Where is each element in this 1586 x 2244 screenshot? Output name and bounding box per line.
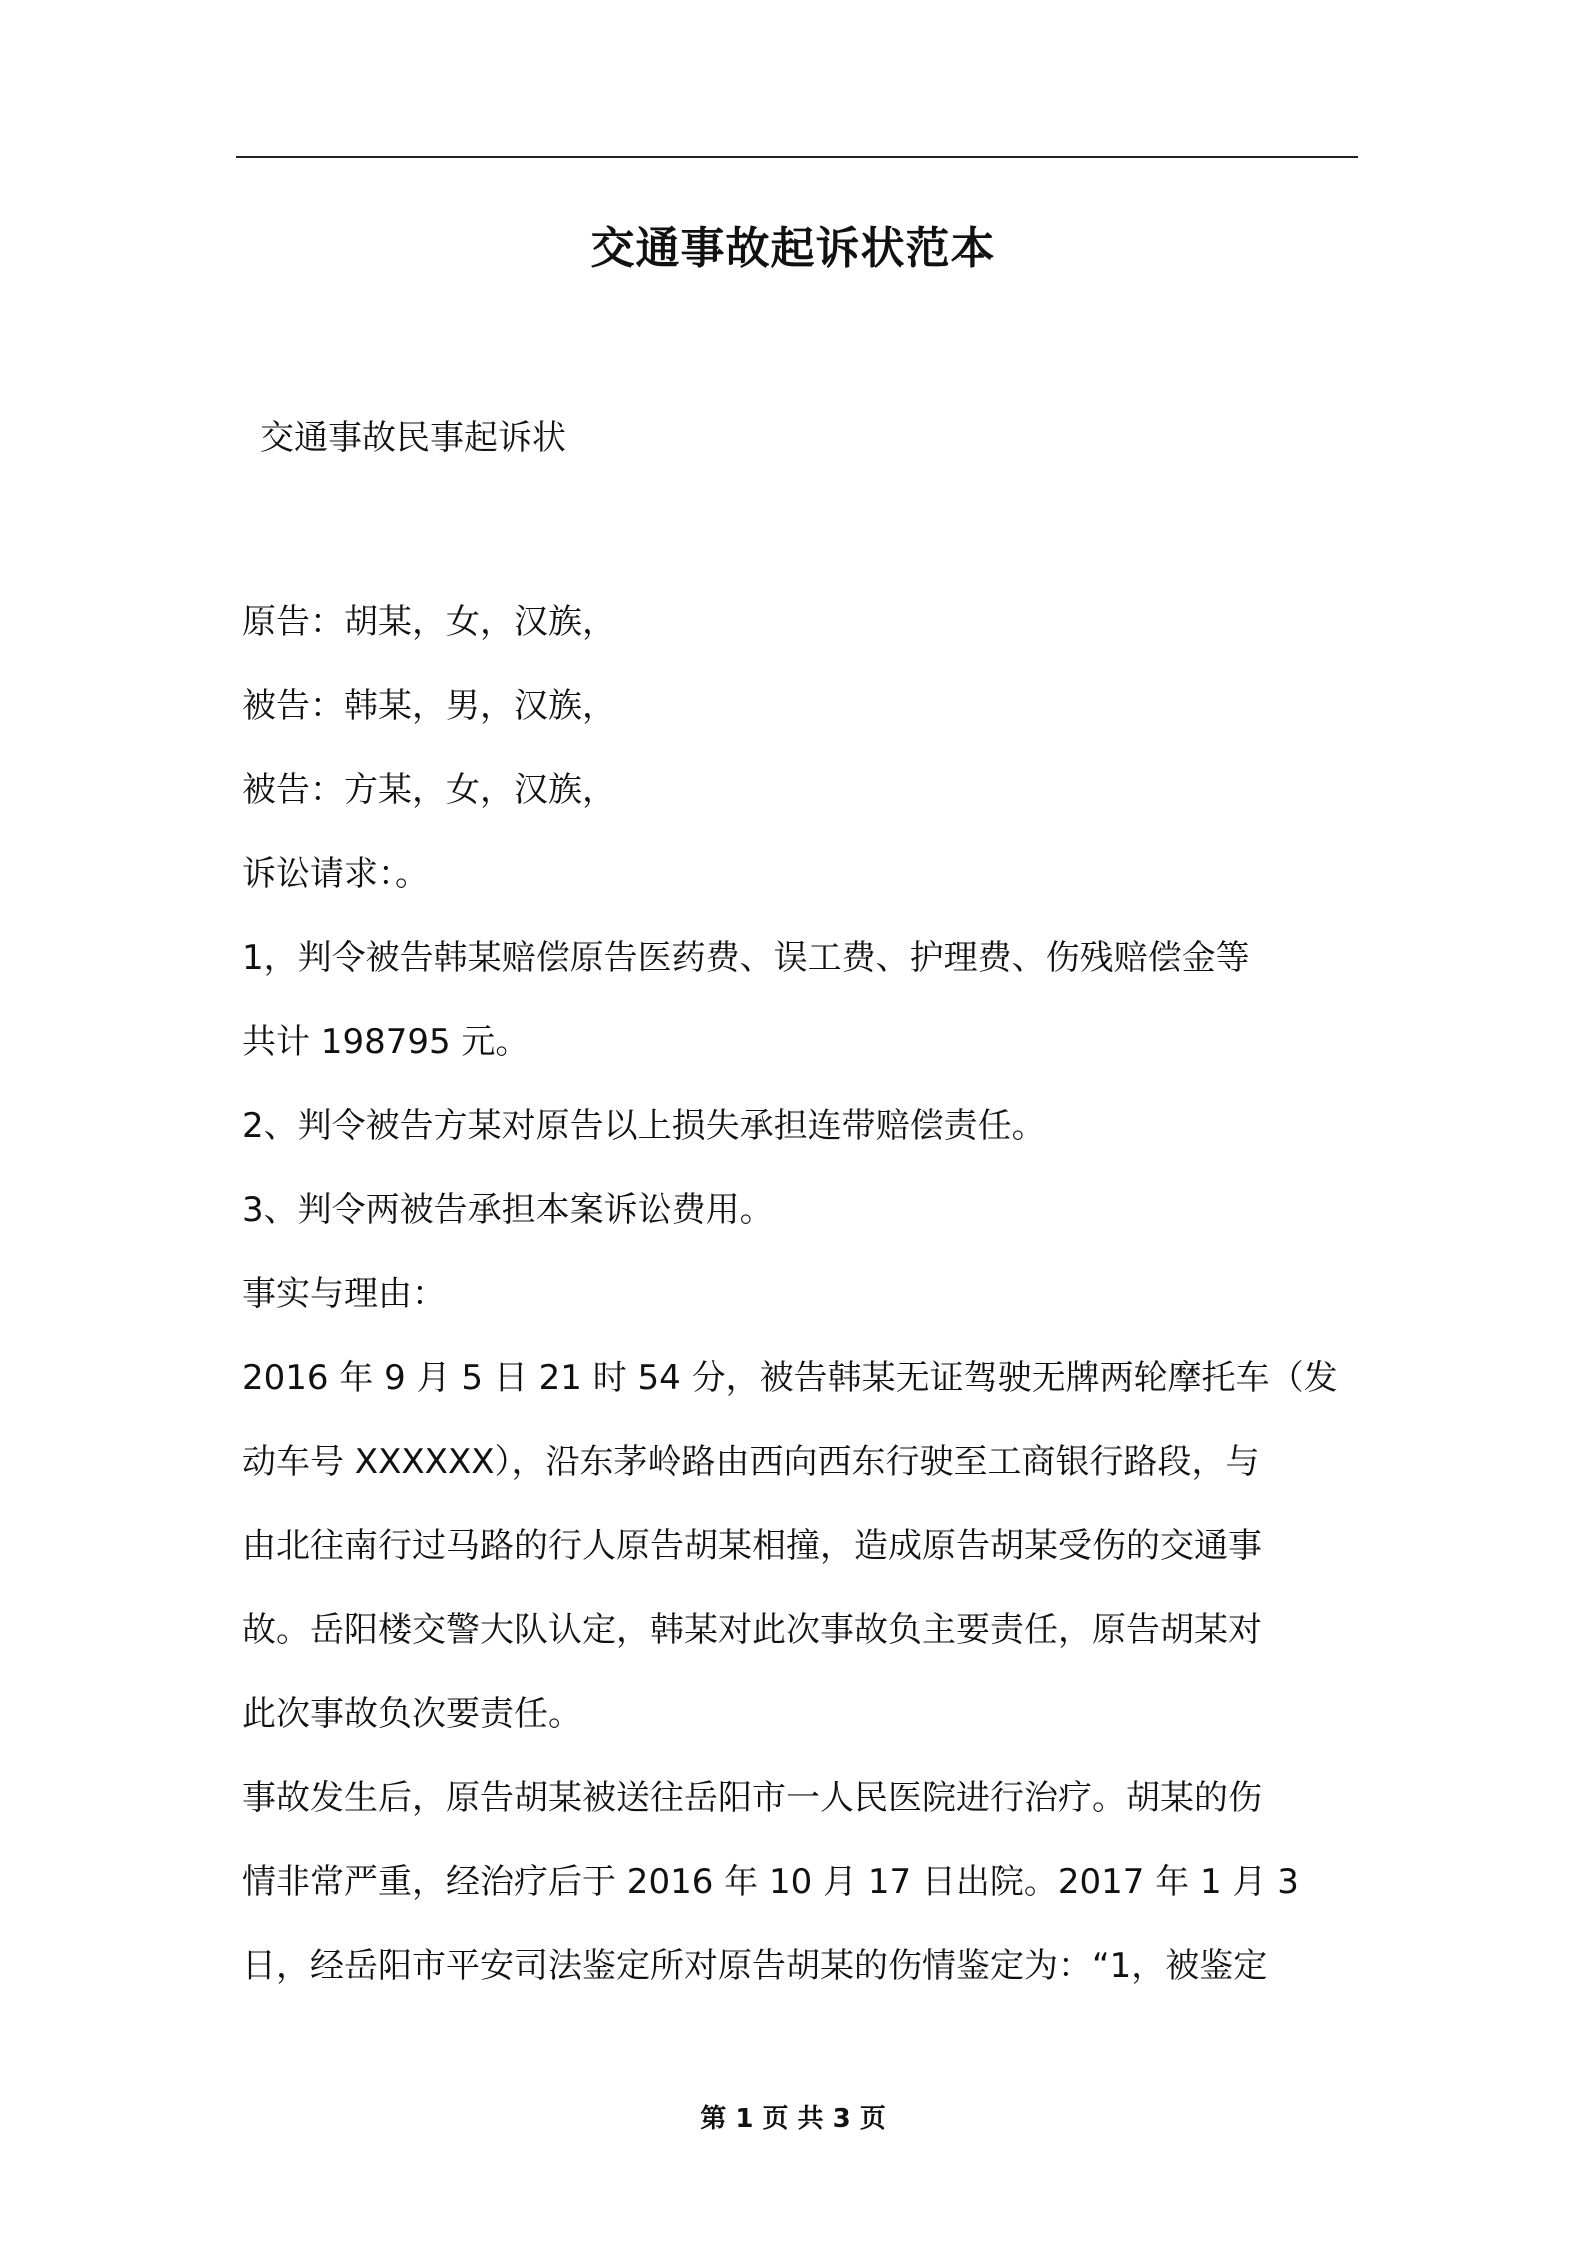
text-line: 3、判令两被告承担本案诉讼费用。 — [242, 1190, 774, 1230]
document-subtitle: 交通事故民事起诉状 — [260, 418, 566, 458]
text-line: 事故发生后，原告胡某被送往岳阳市一人民医院进行治疗。胡某的伤 — [242, 1778, 1262, 1818]
text-line: 故。岳阳楼交警大队认定，韩某对此次事故负主要责任，原告胡某对 — [242, 1610, 1262, 1650]
text-line: 由北往南行过马路的行人原告胡某相撞，造成原告胡某受伤的交通事 — [242, 1526, 1262, 1566]
text-line: 原告：胡某，女，汉族， — [242, 602, 616, 642]
document-body — [242, 580, 1358, 2008]
text-line: 动车号 XXXXXX），沿东茅岭路由西向西东行驶至工商银行路段，与 — [242, 1442, 1260, 1482]
document-title: 交通事故起诉状范本 — [590, 223, 996, 274]
text-line: 此次事故负次要责任。 — [242, 1694, 582, 1734]
text-line: 2、判令被告方某对原告以上损失承担连带赔偿责任。 — [242, 1106, 1046, 1146]
page-number-footer: 第 1 页 共 3 页 — [700, 2104, 886, 2134]
text-line: 事实与理由： — [242, 1274, 446, 1314]
text-line: 诉讼请求：。 — [242, 854, 429, 894]
header-rule — [236, 156, 1358, 158]
text-line: 被告：方某，女，汉族， — [242, 770, 616, 810]
text-line: 1，判令被告韩某赔偿原告医药费、误工费、护理费、伤残赔偿金等 — [242, 938, 1250, 978]
text-line: 日，经岳阳市平安司法鉴定所对原告胡某的伤情鉴定为：“1，被鉴定 — [242, 1946, 1268, 1986]
text-line: 2016 年 9 月 5 日 21 时 54 分，被告韩某无证驾驶无牌两轮摩托车（发 — [242, 1358, 1338, 1398]
text-line: 共计 198795 元。 — [242, 1022, 530, 1062]
text-line: 被告：韩某，男，汉族， — [242, 686, 616, 726]
text-line: 情非常严重，经治疗后于 2016 年 10 月 17 日出院。2017 年 1 月 3 — [242, 1862, 1299, 1902]
